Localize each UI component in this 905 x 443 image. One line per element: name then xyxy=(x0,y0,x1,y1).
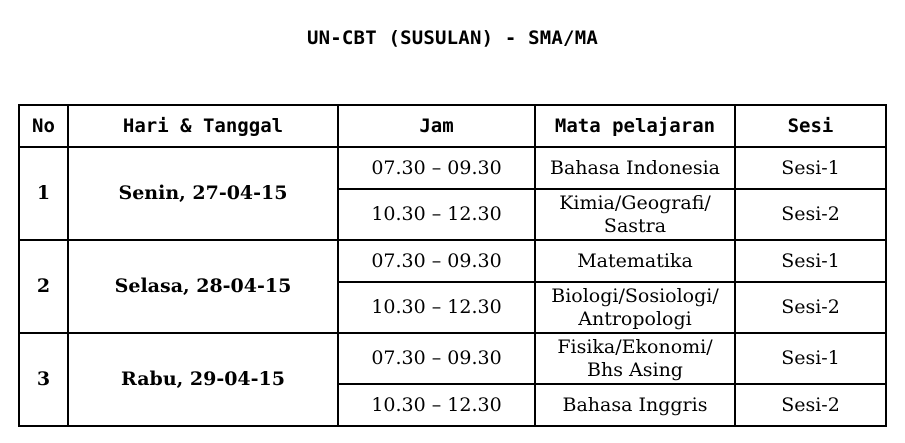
table-row xyxy=(19,147,886,189)
session-cell: Sesi-2 xyxy=(735,384,886,426)
session-cell: Sesi-1 xyxy=(735,147,886,189)
row-number: 1 xyxy=(19,147,68,240)
page-title: UN-CBT (SUSULAN) - SMA/MA xyxy=(307,27,598,49)
subject-line: Matematika xyxy=(577,249,693,272)
subject-line: Antropologi xyxy=(578,307,692,330)
header-no: No xyxy=(19,105,68,147)
time-cell: 07.30 – 09.30 xyxy=(338,240,535,282)
day-date: Senin, 27-04-15 xyxy=(68,147,338,240)
header-time: Jam xyxy=(338,105,535,147)
table-row xyxy=(19,240,886,282)
session-cell: Sesi-1 xyxy=(735,240,886,282)
subject-cell xyxy=(535,384,735,426)
time-cell: 10.30 – 12.30 xyxy=(338,384,535,426)
subject-line: Bahasa Inggris xyxy=(562,393,708,416)
schedule-table xyxy=(18,104,887,427)
row-number: 2 xyxy=(19,240,68,333)
time-cell: 07.30 – 09.30 xyxy=(338,333,535,384)
header-row xyxy=(19,105,886,147)
subject-line: Fisika/Ekonomi/ xyxy=(557,335,713,358)
table-row xyxy=(19,333,886,384)
time-cell: 10.30 – 12.30 xyxy=(338,189,535,240)
session-cell: Sesi-2 xyxy=(735,282,886,333)
subject-cell xyxy=(535,240,735,282)
subject-line: Sastra xyxy=(603,214,667,237)
session-cell: Sesi-2 xyxy=(735,189,886,240)
session-cell: Sesi-1 xyxy=(735,333,886,384)
subject-cell xyxy=(535,333,735,384)
time-cell: 10.30 – 12.30 xyxy=(338,282,535,333)
subject-line: Bhs Asing xyxy=(587,358,683,381)
day-date: Selasa, 28-04-15 xyxy=(68,240,338,333)
header-subject: Mata pelajaran xyxy=(535,105,735,147)
subject-cell xyxy=(535,189,735,240)
row-number: 3 xyxy=(19,333,68,426)
subject-cell xyxy=(535,147,735,189)
header-day: Hari & Tanggal xyxy=(68,105,338,147)
header-session: Sesi xyxy=(735,105,886,147)
subject-line: Kimia/Geografi/ xyxy=(559,191,711,214)
subject-line: Bahasa Indonesia xyxy=(550,156,720,179)
time-cell: 07.30 – 09.30 xyxy=(338,147,535,189)
day-date: Rabu, 29-04-15 xyxy=(68,333,338,426)
subject-cell xyxy=(535,282,735,333)
subject-line: Biologi/Sosiologi/ xyxy=(551,284,719,307)
